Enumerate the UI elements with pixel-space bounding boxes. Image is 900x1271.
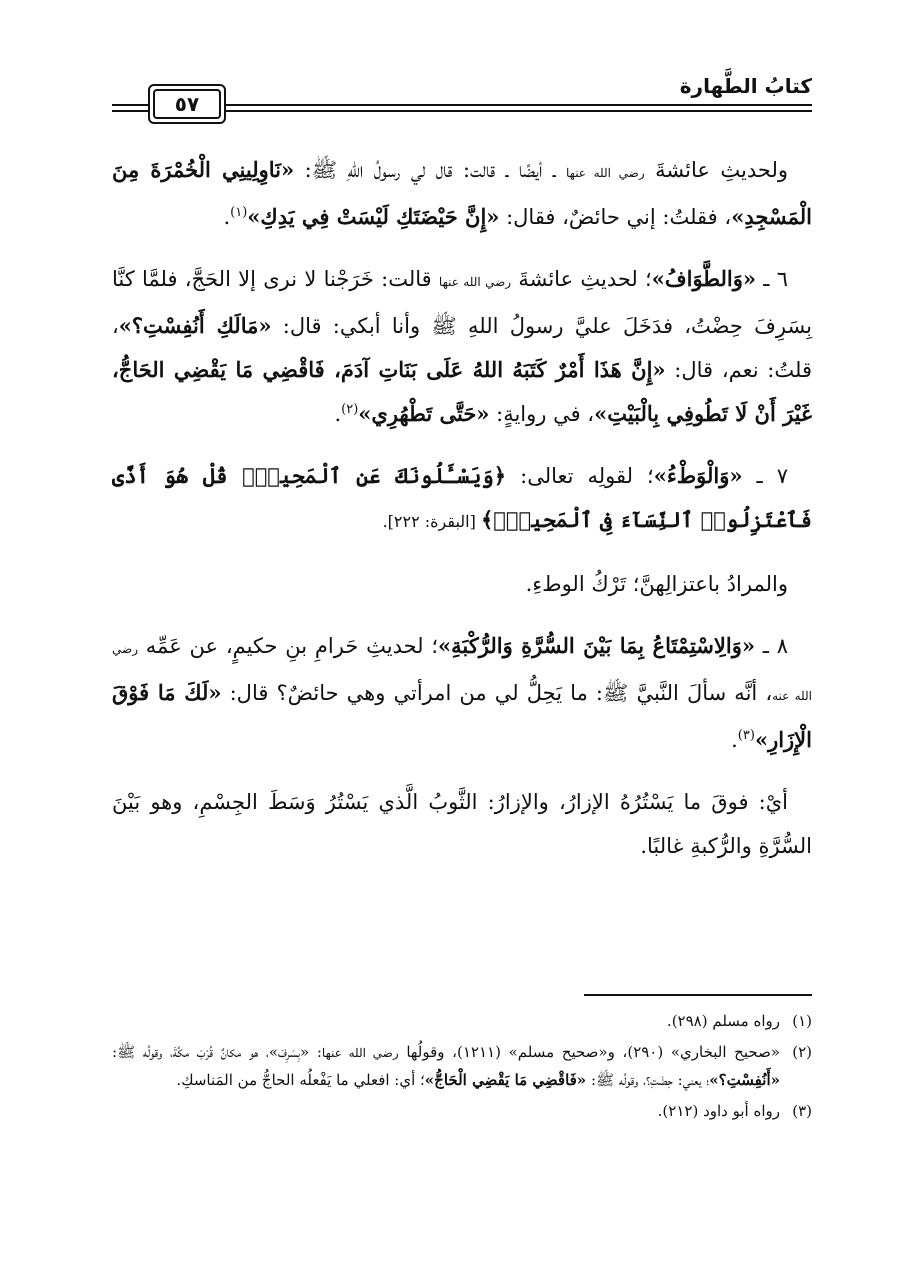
bold-quote: «وَالْوَطْءُ»	[653, 463, 743, 488]
honorific: رضي الله عنها	[566, 166, 645, 180]
footnote-ref: (١)	[230, 205, 248, 220]
footnote	[112, 1039, 812, 1094]
footnote-ref: (٣)	[737, 728, 755, 743]
footnote-ref: (٢)	[341, 402, 359, 417]
text-run: «صحيح البخاري» (٢٩٠)، و«صحيح مسلم» (١٢١١)، وقولُها	[398, 1043, 780, 1061]
honorific: رضي الله عنه	[112, 642, 812, 703]
citation: [البقرة: ٢٢٢].	[382, 512, 481, 531]
text-run: ، قلتُ: نعم، قال:	[112, 314, 812, 382]
bold-quote: «حَتَّى تَطْهُرِي»	[358, 401, 490, 426]
paragraph	[112, 454, 812, 544]
text-run: :	[294, 158, 312, 182]
page-header	[112, 70, 812, 130]
text-run: وأنا أبكي: قال:	[271, 314, 432, 338]
footnote-number: (٣)	[792, 1102, 812, 1120]
text-run: أيْ: فوقَ ما يَسْتُرُهُ الإزارُ، والإزارُ: الثَّوبُ الَّذي يَسْتُرُ وَسَطَ الجِسْمِ، وهو بَيْنَ السُّرَّةِ والرُّكبةِ غالبًا.	[112, 790, 812, 858]
paragraph	[112, 780, 812, 868]
text-run: .	[223, 205, 231, 229]
bold-quote: «إِنَّ هَذَا أَمْرٌ كَتَبَهُ اللهُ عَلَى بَنَاتِ آدَمَ، فَاقْضِي مَا يَقْضِي الحَاجُّ، غَيْرَ أَنْ لَا تَطُوفِي بِالْبَيْتِ»	[112, 357, 812, 426]
text-run: ، في روايةٍ:	[489, 402, 595, 426]
text-run: :	[112, 1043, 118, 1061]
text-run: ، فقلتُ: إني حائضٌ، فقال:	[499, 205, 732, 229]
paragraph	[112, 562, 812, 606]
text-run: ولحديثِ عائشةَ	[644, 158, 788, 182]
text-run: ﷺ	[117, 1043, 136, 1061]
text-run: ؛ لحديثِ حَرامِ بنِ حكيمٍ، عن عَمِّه	[138, 634, 439, 658]
footnote-number: (١)	[792, 1012, 812, 1030]
bold-quote: «إِنَّ حَيْضَتَكِ لَيْسَتْ فِي يَدِكِ»	[247, 204, 500, 229]
bold-quote: «مَالَكِ أَنُفِسْتِ؟»	[118, 313, 272, 338]
bold-quote: «وَالِاسْتِمْتَاعُ بِمَا بَيْنَ السُّرَّةِ وَالرُّكْبَةِ»	[438, 633, 755, 658]
bold-quote: «فَاقْضِي مَا يَقْضِي الْحَاجُّ»	[424, 1071, 587, 1089]
text-run: ؛ لقولِه تعالى:	[506, 464, 654, 488]
text-run: ؛ يعني: حِضْتِ؟، وقولُه	[614, 1071, 710, 1089]
footnote-divider	[584, 994, 812, 996]
text-run: ﷺ	[311, 158, 338, 182]
bold-quote: «لَكَ مَا فَوْقَ الْإِزَارِ»	[112, 680, 812, 752]
text-run: ؛ أي: افعلي ما يَفْعلُه الحاجُّ من المَناسكِ.	[176, 1071, 425, 1089]
text-run: ؛ لحديثِ عائشةَ	[511, 267, 652, 291]
text-run: .	[731, 728, 738, 752]
bold-quote: «وَالطَّوَافُ»	[651, 266, 757, 291]
text-run: :	[586, 1071, 597, 1089]
text-run: : ما يَحِلُّ لي من امرأتي وهي حائضٌ؟ قال:	[221, 681, 603, 705]
text-run: ﷺ	[596, 1071, 615, 1089]
footnote	[112, 1098, 812, 1125]
text-run: رواه مسلم (٢٩٨).	[666, 1012, 780, 1030]
footnotes	[112, 1008, 812, 1129]
text-run: ﷺ	[431, 314, 457, 338]
text-run: قالت: خَرَجْنا لا نرى إلا الحَجَّ، فلمَّا كنَّا بِسَرِفَ حِضْتُ، فدَخَلَ عليَّ رسولُ اللهِ	[112, 267, 813, 338]
footnote	[112, 1008, 812, 1035]
page-number: ٥٧	[153, 89, 221, 119]
text-run: ٧ ـ	[742, 464, 788, 488]
text-run: ٨ ـ	[754, 634, 788, 658]
honorific: رضي الله عنها	[321, 1046, 399, 1060]
paragraph	[112, 624, 812, 762]
text-run: : «بِسَرِفَ»، هو مكانٌ قُرْبَ مكَّةَ، وقولُه	[135, 1043, 322, 1061]
text-run: والمرادُ باعتزالِهنَّ؛ تَرْكُ الوطءِ.	[525, 572, 788, 596]
text-run: ٦ ـ	[756, 267, 788, 291]
book-title: كتابُ الطَّهارة	[679, 74, 812, 98]
paragraph	[112, 257, 812, 436]
paragraph	[112, 148, 812, 239]
text-run: .	[334, 402, 342, 426]
bold-quote: «أَنُفِسْتِ؟»	[709, 1071, 780, 1089]
text-run: رواه أبو داود (٢١٢).	[657, 1102, 780, 1120]
bold-quote: «نَاوِلِينِي الْخُمْرَةَ مِنَ الْمَسْجِدِ»	[112, 157, 812, 229]
text-run: ﷺ	[602, 681, 629, 705]
page-number-frame	[148, 84, 226, 124]
main-text	[112, 148, 812, 886]
honorific: رضي الله عنها	[438, 275, 512, 289]
text-run: ـ أيضًا ـ قالت: قال لي رسولُ اللهِ	[337, 158, 566, 182]
bold-quote: ﴿وَيَسْـَٔلُونَكَ عَنِ ٱلْمَحِيضِۖ قُلْ هُوَ أَذًى فَٱعْتَزِلُوا۟ ٱلنِّسَآءَ فِى ٱلْمَحِيضِۖ﴾	[112, 463, 812, 532]
text-run: ، أنَّه سألَ النَّبيَّ	[628, 681, 773, 705]
footnote-number: (٢)	[792, 1043, 812, 1061]
